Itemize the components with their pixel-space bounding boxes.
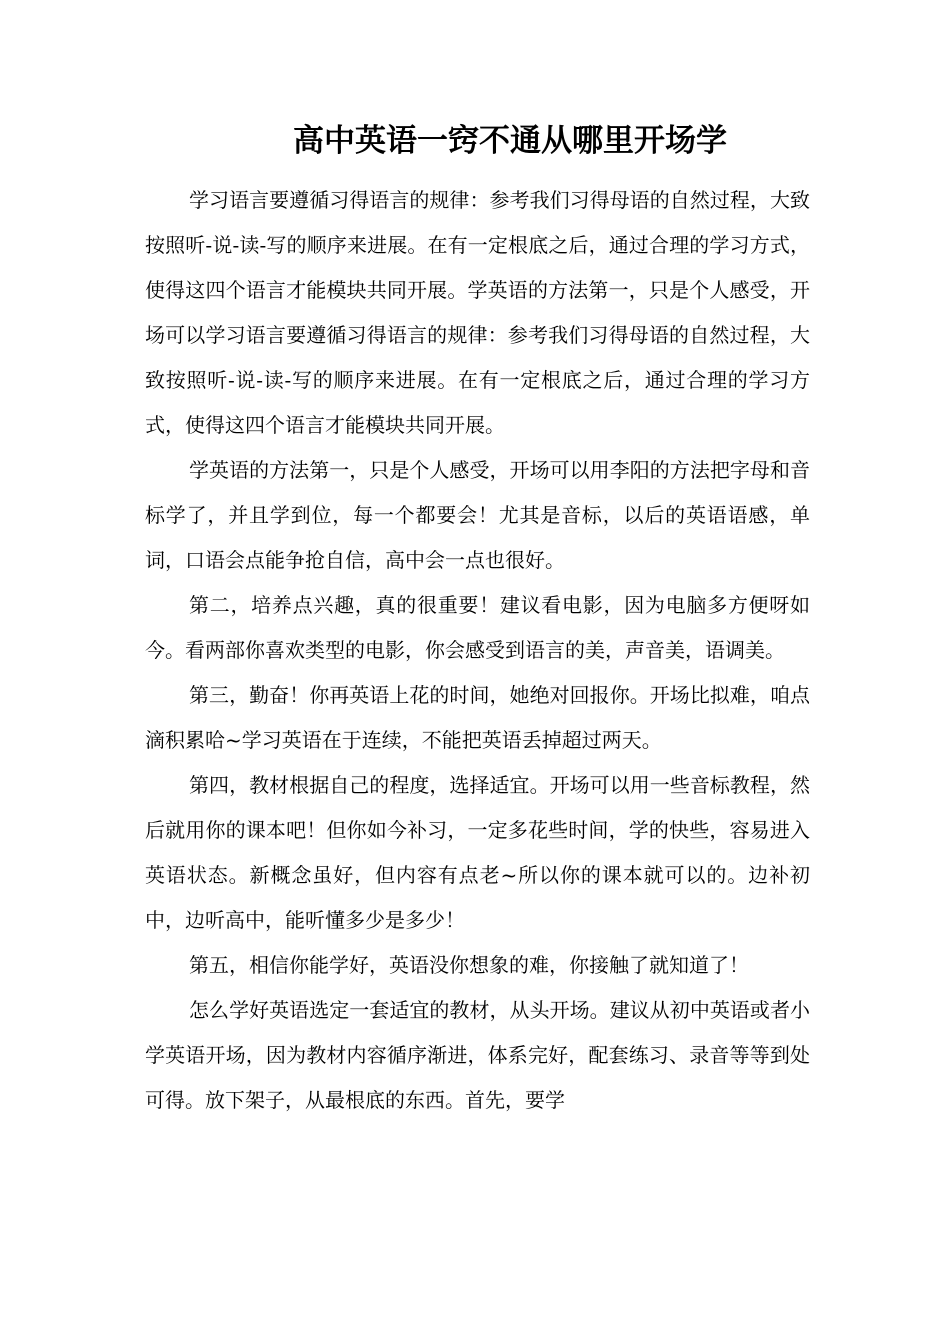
document-title: 高中英语一窍不通从哪里开场学 xyxy=(293,123,727,159)
paragraph-4: 第三，勤奋！你再英语上花的时间，她绝对回报你。开场比拟难，咱点滴积累哈~学习英语在于连续，不能把英语丢掉超过两天。 xyxy=(145,683,810,752)
paragraph-2: 学英语的方法第一，只是个人感受，开场可以用李阳的方法把字母和音标学了，并且学到位，每一个都要会！尤其是音标，以后的英语语感，单词，口语会点能争抢自信，高中会一点也很好。 xyxy=(145,458,810,572)
paragraph-7: 怎么学好英语选定一套适宜的教材，从头开场。建议从初中英语或者小学英语开场，因为教材内容循序渐进，体系完好，配套练习、录音等等到处可得。放下架子，从最根底的东西。首先，要学 xyxy=(145,998,810,1112)
document-body xyxy=(145,178,810,1123)
paragraph-6: 第五，相信你能学好，英语没你想象的难，你接触了就知道了！ xyxy=(189,953,749,977)
paragraph-1: 学习语言要遵循习得语言的规律：参考我们习得母语的自然过程，大致按照听-说-读-写的顺序来进展。在有一定根底之后，通过合理的学习方式，使得这四个语言才能模块共同开展。学英语的方法第一，只是个人感受，开场可以学习语言要遵循习得语言的规律：参考我们习得母语的自然过程，大致按照听-说-读-写的顺序来进展。在有一定根底之后，通过合理的学习方式，使得这四个语言才能模块共同开展。 xyxy=(145,188,810,437)
paragraph-3: 第二，培养点兴趣，真的很重要！建议看电影，因为电脑多方便呀如今。看两部你喜欢类型的电影，你会感受到语言的美，声音美，语调美。 xyxy=(145,593,810,662)
paragraph-5: 第四，教材根据自己的程度，选择适宜。开场可以用一些音标教程，然后就用你的课本吧！但你如今补习，一定多花些时间，学的快些，容易进入英语状态。新概念虽好，但内容有点老~所以你的课本就可以的。边补初中，边听高中，能听懂多少是多少！ xyxy=(145,773,810,932)
